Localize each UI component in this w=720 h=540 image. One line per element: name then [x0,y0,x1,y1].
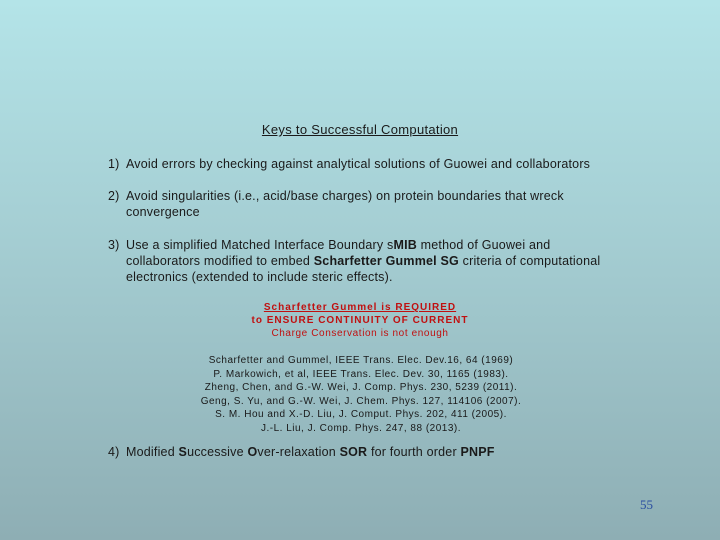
reference-item: S. M. Hou and X.-D. Liu, J. Comput. Phys. 202, 411 (2005). [215,409,507,421]
item-number: 1) [108,157,120,171]
bold-text-segment: PNPF [460,445,495,459]
reference-item: Zheng, Chen, and G.-W. Wei, J. Comp. Phys. 230, 5239 (2011). [204,382,518,394]
text-segment: Avoid errors by checking against analytical solutions of Guowei and collaborators [126,157,591,171]
text-segment: Use a simplified Matched Interface Boundary [126,238,388,252]
bold-text-segment: O [247,445,258,459]
item-text [108,156,608,172]
item-number: 4) [108,445,120,459]
item-text [108,444,608,460]
key-item-4 [108,444,608,460]
item-number: 3) [108,238,120,252]
reference-item: P. Markowich, et al, IEEE Trans. Elec. Dev. 30, 1165 (1983). [213,368,509,380]
text-segment: s [387,238,394,252]
notice-line-1: Scharfetter Gummel is REQUIRED [263,302,457,313]
bold-text-segment: SOR [339,445,368,459]
text-segment: uccessive [187,445,248,459]
text-segment: for fourth order [367,445,461,459]
key-item-1 [108,156,608,172]
text-segment: ver-relaxation [257,445,340,459]
text-segment: criteria of computational electronics (extended to include steric effects). [126,254,601,284]
text-segment: Modified [126,445,179,459]
bold-text-segment: MIB [393,238,417,252]
bold-text-segment: Scharfetter Gummel SG [313,254,459,268]
references-list [0,354,720,436]
notice-line-2: to ENSURE CONTINUITY OF CURRENT [251,315,469,326]
bold-text-segment: S [178,445,188,459]
reference-item: Geng, S. Yu, and G.-W. Wei, J. Chem. Phys. 127, 114106 (2007). [200,395,522,407]
slide-title: Keys to Successful Computation [261,122,459,137]
item-text [108,237,608,285]
key-item-3 [108,237,608,285]
page-number: 55 [640,497,653,512]
item-number: 2) [108,189,120,203]
text-segment: Avoid singularities (i.e., acid/base charges) on protein boundaries that wreck convergence [126,189,564,219]
key-item-2 [108,188,608,220]
item-text [108,188,608,220]
reference-item: J.-L. Liu, J. Comp. Phys. 247, 88 (2013). [260,422,462,434]
notice-line-3: Charge Conservation is not enough [271,328,449,339]
reference-item: Scharfetter and Gummel, IEEE Trans. Elec. Dev.16, 64 (1969) [208,355,514,366]
text-segment: method of Guowei and collaborators modified to embed [126,238,551,268]
